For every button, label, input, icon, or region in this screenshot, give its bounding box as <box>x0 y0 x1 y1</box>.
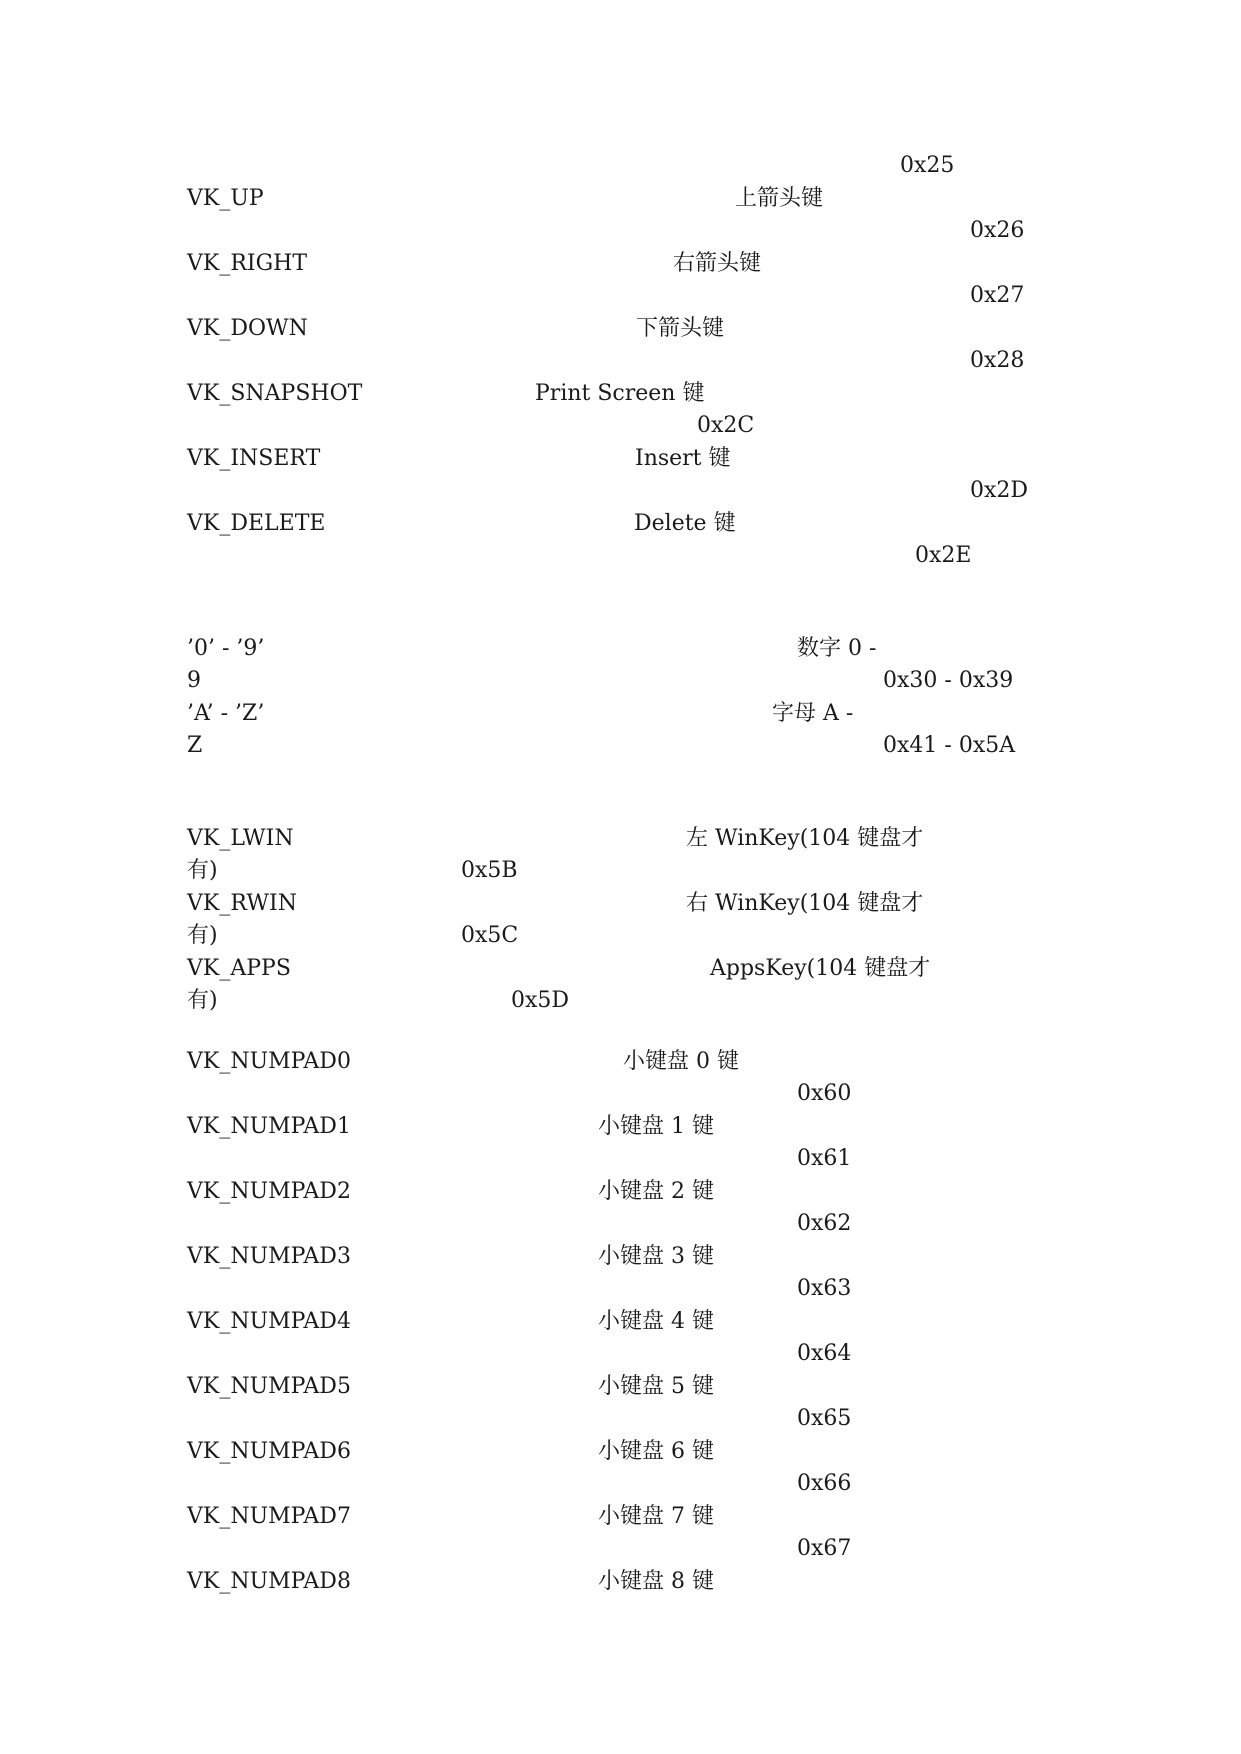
key-description: 左 WinKey(104 键盘才 <box>686 826 924 851</box>
key-code: 0x30 - 0x39 <box>883 668 1014 693</box>
key-code: 0x2E <box>915 543 972 568</box>
key-name: ’A’ - ’Z’ <box>187 701 265 726</box>
key-description: Print Screen 键 <box>535 381 705 406</box>
key-code: 0x5C <box>461 923 519 948</box>
key-description: 数字 0 - <box>797 636 877 661</box>
key-code: 0x65 <box>797 1406 852 1431</box>
key-description: 小键盘 2 键 <box>598 1179 714 1204</box>
key-description: 右 WinKey(104 键盘才 <box>686 891 924 916</box>
key-description: 有) <box>187 988 218 1013</box>
key-code: 0x27 <box>970 283 1025 308</box>
key-code: 0x66 <box>797 1471 852 1496</box>
key-code: 0x28 <box>970 348 1025 373</box>
key-description: 小键盘 7 键 <box>598 1504 714 1529</box>
key-name: VK_LWIN <box>187 826 294 851</box>
key-name: VK_RIGHT <box>187 251 308 276</box>
key-code: 0x2C <box>697 413 755 438</box>
key-code: 0x5B <box>461 858 518 883</box>
key-code: 0x41 - 0x5A <box>883 733 1016 758</box>
key-description: 有) <box>187 923 218 948</box>
key-description: 下箭头键 <box>636 316 725 341</box>
key-description: 字母 A - <box>772 701 854 726</box>
key-name: VK_NUMPAD5 <box>187 1374 351 1399</box>
key-code: 0x67 <box>797 1536 852 1561</box>
key-code: 0x64 <box>797 1341 852 1366</box>
key-name: Z <box>187 733 203 758</box>
key-name: VK_DELETE <box>187 511 326 536</box>
key-name: VK_SNAPSHOT <box>187 381 363 406</box>
key-name: VK_APPS <box>187 956 291 981</box>
key-name: VK_NUMPAD1 <box>187 1114 351 1139</box>
key-description: 有) <box>187 858 218 883</box>
key-name: VK_NUMPAD3 <box>187 1244 351 1269</box>
key-description: 小键盘 4 键 <box>598 1309 714 1334</box>
key-name: 9 <box>187 668 201 693</box>
key-code: 0x25 <box>900 153 955 178</box>
key-name: VK_NUMPAD4 <box>187 1309 351 1334</box>
key-description: Delete 键 <box>634 511 736 536</box>
key-description: 小键盘 0 键 <box>623 1049 739 1074</box>
key-code: 0x5D <box>511 988 570 1013</box>
key-description: 上箭头键 <box>735 186 824 211</box>
key-name: ’0’ - ’9’ <box>187 636 265 661</box>
key-name: VK_INSERT <box>187 446 321 471</box>
key-description: 小键盘 1 键 <box>598 1114 714 1139</box>
key-code: 0x61 <box>797 1146 852 1171</box>
key-description: Insert 键 <box>635 446 731 471</box>
key-description: 小键盘 5 键 <box>598 1374 714 1399</box>
key-name: VK_UP <box>187 186 264 211</box>
key-description: 右箭头键 <box>673 251 762 276</box>
key-name: VK_NUMPAD2 <box>187 1179 351 1204</box>
key-description: 小键盘 3 键 <box>598 1244 714 1269</box>
key-name: VK_NUMPAD7 <box>187 1504 351 1529</box>
key-name: VK_NUMPAD8 <box>187 1569 351 1594</box>
key-code: 0x62 <box>797 1211 852 1236</box>
key-name: VK_NUMPAD0 <box>187 1049 351 1074</box>
key-description: AppsKey(104 键盘才 <box>710 956 931 981</box>
key-name: VK_NUMPAD6 <box>187 1439 351 1464</box>
key-code: 0x2D <box>970 478 1029 503</box>
key-description: 小键盘 8 键 <box>598 1569 714 1594</box>
key-code: 0x26 <box>970 218 1025 243</box>
key-description: 小键盘 6 键 <box>598 1439 714 1464</box>
key-code: 0x60 <box>797 1081 852 1106</box>
key-name: VK_DOWN <box>187 316 308 341</box>
key-name: VK_RWIN <box>187 891 297 916</box>
key-code: 0x63 <box>797 1276 852 1301</box>
